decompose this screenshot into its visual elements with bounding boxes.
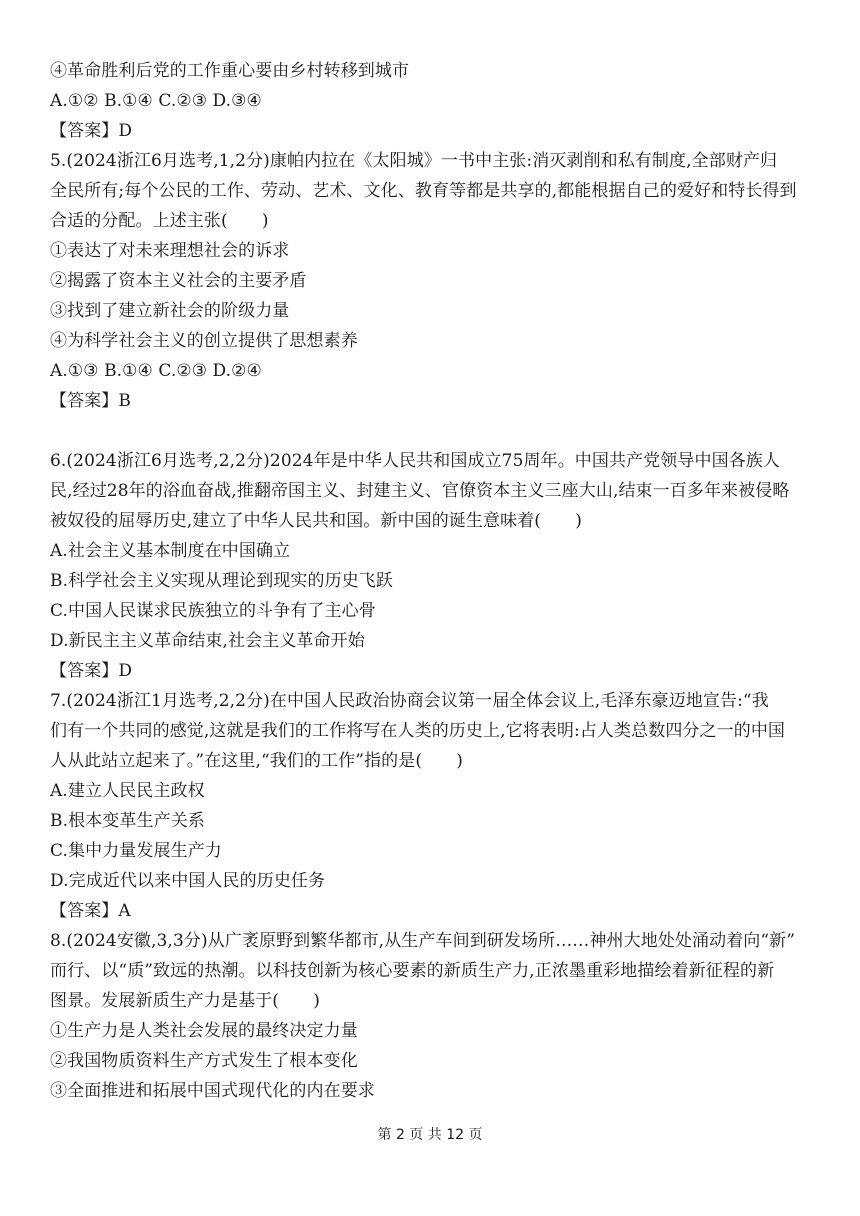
q7-option-a: A.建立人民民主政权 xyxy=(50,781,205,801)
document-page xyxy=(50,56,820,1106)
q7-option-c: C.集中力量发展生产力 xyxy=(50,841,222,861)
q4-answer: 【答案】D xyxy=(50,121,133,141)
q6-stem-line-3: 被奴役的屈辱历史,建立了中华人民共和国。新中国的诞生意味着( ) xyxy=(50,511,582,531)
q4-options: A.①② B.①④ C.②③ D.③④ xyxy=(50,91,262,111)
q7-answer: 【答案】A xyxy=(50,901,131,921)
blank-spacer xyxy=(50,416,820,446)
q8-stem-line-1: 8.(2024安徽,3,3分)从广袤原野到繁华都市,从生产车间到研发场所……神州大地处处涌动着向“新” xyxy=(50,931,796,951)
q5-item-3: ③找到了建立新社会的阶级力量 xyxy=(50,301,290,321)
q5-stem-line-3: 合适的分配。上述主张( ) xyxy=(50,211,269,231)
q5-stem-line-1: 5.(2024浙江6月选考,1,2分)康帕内拉在《太阳城》一书中主张:消灭剥削和私有制度,全部财产归 xyxy=(50,151,778,171)
q6-option-d: D.新民主主义革命结束,社会主义革命开始 xyxy=(50,631,365,651)
q7-option-b: B.根本变革生产关系 xyxy=(50,811,205,831)
page-footer: 第 2 页 共 12 页 xyxy=(377,1127,483,1143)
q7-option-d: D.完成近代以来中国人民的历史任务 xyxy=(50,871,326,891)
q6-stem-line-1: 6.(2024浙江6月选考,2,2分)2024年是中华人民共和国成立75周年。中国共产党领导中国各族人 xyxy=(50,451,780,471)
q6-option-b: B.科学社会主义实现从理论到现实的历史飞跃 xyxy=(50,571,393,591)
q6-stem-line-2: 民,经过28年的浴血奋战,推翻帝国主义、封建主义、官僚资本主义三座大山,结束一百多年来被侵略 xyxy=(50,481,790,501)
q7-stem-line-2: 们有一个共同的感觉,这就是我们的工作将写在人类的历史上,它将表明:占人类总数四分之一的中国 xyxy=(50,721,786,741)
q6-option-c: C.中国人民谋求民族独立的斗争有了主心骨 xyxy=(50,601,376,621)
q5-item-1: ①表达了对未来理想社会的诉求 xyxy=(50,241,290,261)
q4-item-4: ④革命胜利后党的工作重心要由乡村转移到城市 xyxy=(50,61,410,81)
q7-stem-line-3: 人从此站立起来了。”在这里,“我们的工作”指的是( ) xyxy=(50,751,464,771)
q7-stem-line-1: 7.(2024浙江1月选考,2,2分)在中国人民政治协商会议第一届全体会议上,毛泽东豪迈地宣告:“我 xyxy=(50,691,769,711)
q8-item-3: ③全面推进和拓展中国式现代化的内在要求 xyxy=(50,1081,375,1101)
q5-options: A.①③ B.①④ C.②③ D.②④ xyxy=(50,361,262,381)
q5-stem-line-2: 全民所有;每个公民的工作、劳动、艺术、文化、教育等都是共享的,都能根据自己的爱好和特长得到 xyxy=(50,181,797,201)
q8-stem-line-3: 图景。发展新质生产力是基于( ) xyxy=(50,991,320,1011)
q5-answer: 【答案】B xyxy=(50,391,131,411)
q8-item-2: ②我国物质资料生产方式发生了根本变化 xyxy=(50,1051,358,1071)
q5-item-2: ②揭露了资本主义社会的主要矛盾 xyxy=(50,271,307,291)
q6-answer: 【答案】D xyxy=(50,661,133,681)
q8-item-1: ①生产力是人类社会发展的最终决定力量 xyxy=(50,1021,358,1041)
q8-stem-line-2: 而行、以“质”致远的热潮。以科技创新为核心要素的新质生产力,正浓墨重彩地描绘着新征程的新 xyxy=(50,961,775,981)
q5-item-4: ④为科学社会主义的创立提供了思想素养 xyxy=(50,331,358,351)
q6-option-a: A.社会主义基本制度在中国确立 xyxy=(50,541,291,561)
